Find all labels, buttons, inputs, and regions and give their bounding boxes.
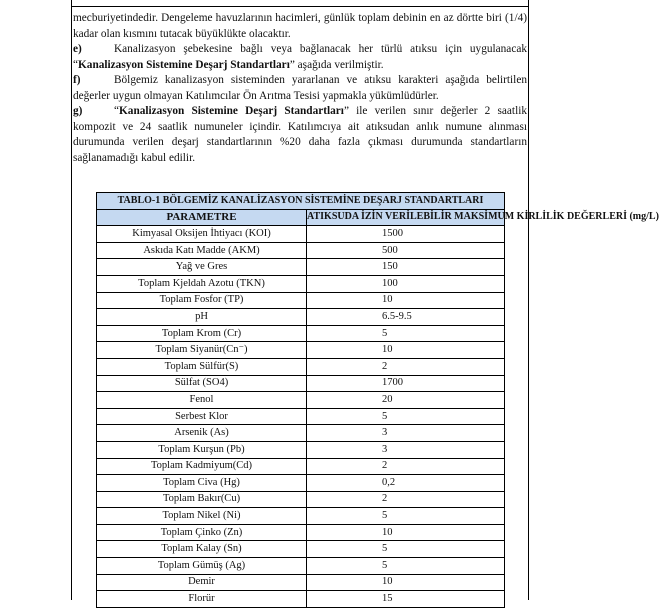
table-row [97,541,505,558]
limit-value-cell: 150 [307,259,505,276]
parameter-cell: Toplam Bakır(Cu) [97,491,307,508]
limit-value-cell: 5 [307,541,505,558]
limit-value-cell: 2 [307,491,505,508]
limit-value-cell: 5 [307,558,505,575]
limit-value-cell: 500 [307,242,505,259]
table-row [97,259,505,276]
paragraph-f-text: Bölgemiz kanalizasyon sisteminden yararlanan ve atıksu karakteri aşağıda belirtilen değerler uygun olmayan Katılımcılar Ön Arıtma Tesisi yapmakla yükümlüdürler. [73,74,527,102]
parameter-cell: Toplam Sülfür(S) [97,358,307,375]
discharge-standards-table [96,192,659,608]
limit-value-cell: 100 [307,275,505,292]
paragraph-intro: mecburiyetindedir. Dengeleme havuzlarının hacimleri, günlük toplam debinin en az dörtte biri (1/4) kadar olan kısmını tutacak büyüklükte olacaktır. [73,12,527,40]
paragraph-e-text2: ” aşağıda verilmiştir. [289,58,384,71]
parameter-cell: Toplam Krom (Cr) [97,325,307,342]
limit-value-cell: 0,2 [307,475,505,492]
limit-value-cell: 1700 [307,375,505,392]
limit-value-cell: 3 [307,441,505,458]
table-title: TABLO-1 BÖLGEMİZ KANALİZASYON SİSTEMİNE DEŞARJ STANDARTLARI [97,193,505,210]
paragraph-e-text1: Kanalizasyon şebekesine bağlı veya bağlanacak her türlü atıksu için uygulanacak “ [73,43,527,71]
parameter-cell: pH [97,309,307,326]
table-row [97,458,505,475]
table-row [97,524,505,541]
table-row [97,375,505,392]
parameter-cell: Florür [97,591,307,608]
table-row [97,425,505,442]
paragraph-g-bold: Kanalizasyon Sistemine Deşarj Standartları [119,105,344,117]
limit-value-cell: 5 [307,408,505,425]
parameter-cell: Fenol [97,392,307,409]
parameter-cell: Toplam Fosfor (TP) [97,292,307,309]
paragraph-g-text2: ” ile verilen sınır değerler 2 saatlik kompozit ve 24 saatlik numuneler içindir. Katılımcıya ait atıksudan anlık numune alınması durumunda verilen deşarj standartlarının %20 daha fazla çıkması durumunda standartların sağlanamadığı kabul edilir. [73,105,527,164]
table-row [97,491,505,508]
limit-value-cell: 10 [307,292,505,309]
limit-value-cell: 10 [307,342,505,359]
paragraph-g-label: g) [73,105,83,117]
table-row [97,475,505,492]
table-row [97,358,505,375]
table-row [97,591,505,608]
table-row [97,408,505,425]
parameter-cell: Askıda Katı Madde (AKM) [97,242,307,259]
parameter-cell: Toplam Kalay (Sn) [97,541,307,558]
table-row [97,325,505,342]
table-row [97,441,505,458]
parameter-cell: Toplam Civa (Hg) [97,475,307,492]
parameter-cell: Demir [97,574,307,591]
document-body [73,11,527,166]
limit-value-cell: 6.5-9.5 [307,309,505,326]
paragraph-e-bold: Kanalizasyon Sistemine Deşarj Standartları [78,58,290,71]
limit-value-cell: 10 [307,524,505,541]
table-row [97,558,505,575]
parameter-cell: Toplam Kjeldah Azotu (TKN) [97,275,307,292]
table-row [97,275,505,292]
parameter-cell: Toplam Çinko (Zn) [97,524,307,541]
table-body [97,226,505,608]
limit-value-cell: 3 [307,425,505,442]
parameter-cell: Toplam Kadmiyum(Cd) [97,458,307,475]
parameter-cell: Arsenik (As) [97,425,307,442]
parameter-cell: Toplam Kurşun (Pb) [97,441,307,458]
column-header-max-value: ATIKSUDA İZİN VERİLEBİLİR MAKSİMUM KİRLİLİK DEĞERLERİ (mg/L) [307,209,505,226]
top-rule [71,6,529,7]
paragraph-e-label: e) [73,43,82,55]
paragraph-g-text1: “ [114,105,120,117]
table-row [97,292,505,309]
table-row [97,574,505,591]
limit-value-cell: 2 [307,358,505,375]
limit-value-cell: 15 [307,591,505,608]
parameter-cell: Yağ ve Gres [97,259,307,276]
paragraph-f [73,73,527,104]
table-row [97,392,505,409]
paragraph-g [73,104,527,166]
limit-value-cell: 2 [307,458,505,475]
paragraph-e [73,42,527,73]
parameter-cell: Kimyasal Oksijen İhtiyacı (KOI) [97,226,307,243]
table-row [97,508,505,525]
parameter-cell: Sülfat (SO4) [97,375,307,392]
limit-value-cell: 10 [307,574,505,591]
parameter-cell: Toplam Siyanür(Cn⁻) [97,342,307,359]
parameter-cell: Serbest Klor [97,408,307,425]
table-row [97,242,505,259]
parameter-cell: Toplam Gümüş (Ag) [97,558,307,575]
column-header-parameter: PARAMETRE [97,209,307,226]
table-row [97,309,505,326]
table-row [97,342,505,359]
table-row [97,226,505,243]
limit-value-cell: 5 [307,325,505,342]
parameter-cell: Toplam Nikel (Ni) [97,508,307,525]
limit-value-cell: 1500 [307,226,505,243]
paragraph-f-label: f) [73,74,81,86]
limit-value-cell: 20 [307,392,505,409]
limit-value-cell: 5 [307,508,505,525]
